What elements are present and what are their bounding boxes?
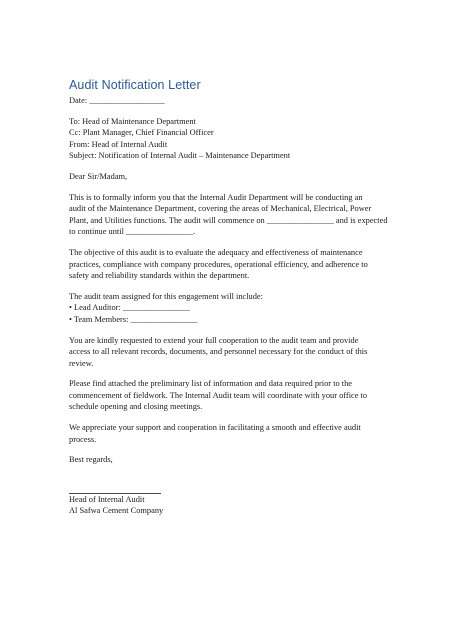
paragraph-line: schedule opening and closing meetings.	[69, 402, 203, 412]
paragraph-line: Plant, and Utilities functions. The audit will commence on ________________ and is expected	[69, 215, 388, 225]
paragraph-line: We appreciate your support and cooperation in facilitating a smooth and effective audit	[69, 423, 361, 433]
to-line: To: Head of Maintenance Department	[69, 116, 196, 126]
date-line: Date: __________________	[69, 96, 165, 105]
paragraph-line: safety and reliability standards within the department.	[69, 271, 250, 281]
letter-title: Audit Notification Letter	[69, 78, 201, 92]
letter-body	[69, 78, 409, 517]
paragraph-line: to continue until ________________.	[69, 227, 196, 237]
lead-auditor-line: • Lead Auditor: ________________	[69, 303, 190, 313]
signature-line	[69, 484, 161, 494]
paragraph-line: Please find attached the preliminary list of information and data required prior to the	[69, 379, 353, 389]
paragraph-line: You are kindly requested to extend your full cooperation to the audit team and provide	[69, 335, 359, 345]
salutation: Dear Sir/Madam,	[69, 171, 128, 181]
audit-team-section	[69, 291, 409, 326]
paragraph-line: The objective of this audit is to evaluate the adequacy and effectiveness of maintenance	[69, 247, 363, 257]
paragraph-line: access to all relevant records, documents, and personnel necessary for the conduct of this	[69, 347, 368, 357]
paragraph-intro	[69, 192, 409, 238]
from-line: From: Head of Internal Audit	[69, 139, 168, 149]
paragraph-appreciation	[69, 422, 409, 445]
subject-line: Subject: Notification of Internal Audit – Maintenance Department	[69, 151, 291, 161]
paragraph-line: practices, compliance with company procedures, operational efficiency, and adherence to	[69, 259, 368, 269]
paragraph-line: process.	[69, 434, 97, 444]
paragraph-line: commencement of fieldwork. The Internal Audit team will coordinate with your office to	[69, 390, 368, 400]
paragraph-line: This is to formally inform you that the Internal Audit Department will be conducting an	[69, 192, 363, 202]
paragraph-cooperation	[69, 335, 409, 370]
paragraph-attachment	[69, 378, 409, 413]
paragraph-objective	[69, 247, 409, 282]
closing: Best regards,	[69, 455, 113, 465]
team-intro: The audit team assigned for this engagement will include:	[69, 291, 263, 301]
paragraph-line: audit of the Maintenance Department, covering the areas of Mechanical, Electrical, Power	[69, 204, 372, 214]
paragraph-line: review.	[69, 358, 94, 368]
company-name: Al Safwa Cement Company	[69, 506, 164, 516]
signatory-title: Head of Internal Audit	[69, 494, 145, 504]
cc-line: Cc: Plant Manager, Chief Financial Officer	[69, 128, 214, 138]
team-members-line: • Team Members: ________________	[69, 314, 198, 324]
